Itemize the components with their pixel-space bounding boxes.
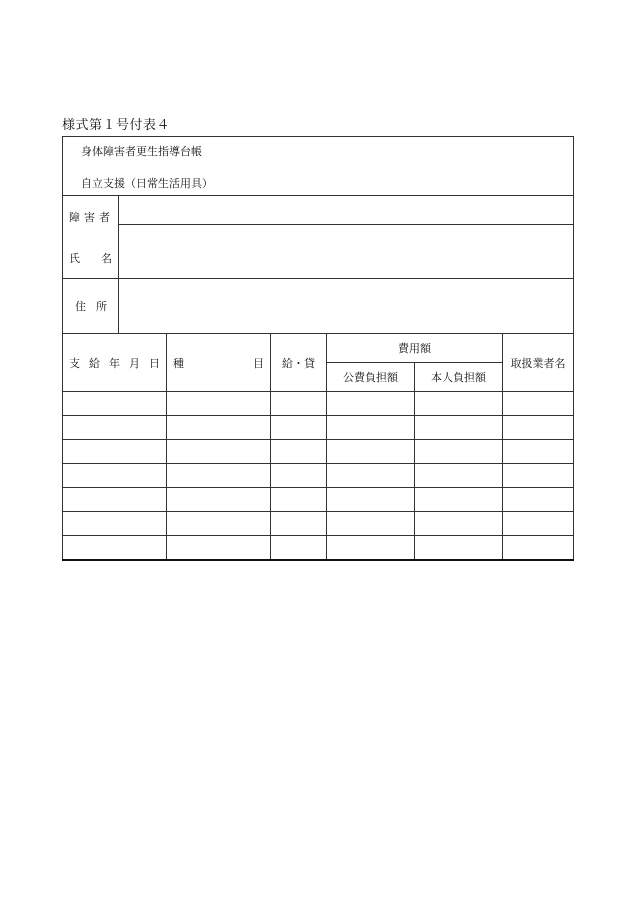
table-cell[interactable] [415,440,503,464]
ledger-form [62,136,574,561]
table-cell[interactable] [503,464,574,488]
col-date-char: 支 [69,356,80,370]
name-label-right: 名 [101,251,112,265]
table-cell[interactable] [327,416,415,440]
table-cell[interactable] [327,464,415,488]
table-cell[interactable] [167,440,271,464]
table-cell[interactable] [63,392,167,416]
col-self-header: 本人負担額 [415,363,503,392]
col-date-char: 給 [89,356,100,370]
name-label-left: 氏 [69,251,80,265]
form-number: 様式第１号付表４ [62,118,171,133]
table-cell[interactable] [327,440,415,464]
col-date-header [63,334,167,392]
person-section [62,195,574,334]
table-cell[interactable] [503,392,574,416]
form-subtitle: 自立支援（日常生活用具） [81,177,213,190]
table-cell[interactable] [503,488,574,512]
address-label-right: 所 [96,300,107,313]
table-cell[interactable] [327,488,415,512]
col-date-char: 日 [149,356,160,370]
table-cell[interactable] [63,488,167,512]
col-type-header [167,334,271,392]
col-cost-header: 費用額 [327,334,503,363]
name-label-cell [63,196,119,279]
table-row [63,512,574,536]
table-cell[interactable] [271,536,327,560]
form-title: 身体障害者更生指導台帳 [81,145,202,158]
table-cell[interactable] [415,488,503,512]
table-cell[interactable] [415,512,503,536]
col-public-header: 公費負担額 [327,363,415,392]
table-row [63,536,574,560]
form-header [62,136,574,195]
table-cell[interactable] [327,392,415,416]
table-row [63,416,574,440]
table-cell[interactable] [503,440,574,464]
furigana-field[interactable] [119,196,574,225]
table-cell[interactable] [167,536,271,560]
table-cell[interactable] [271,440,327,464]
col-type-left: 種 [173,356,184,370]
table-cell[interactable] [63,416,167,440]
table-cell[interactable] [271,488,327,512]
table-cell[interactable] [167,512,271,536]
table-cell[interactable] [271,464,327,488]
table-cell[interactable] [63,464,167,488]
supply-table [62,333,574,560]
table-cell[interactable] [503,536,574,560]
address-label-left: 住 [75,300,86,313]
table-row [63,440,574,464]
table-cell[interactable] [271,512,327,536]
name-label-top: 障害者 [69,210,114,224]
bottom-rule [62,559,574,561]
table-cell[interactable] [327,536,415,560]
table-cell[interactable] [63,536,167,560]
table-cell[interactable] [327,512,415,536]
col-date-char: 年 [109,356,120,370]
address-label-cell [63,279,119,334]
table-cell[interactable] [63,440,167,464]
col-supply-header: 給・貸 [271,334,327,392]
table-cell[interactable] [167,416,271,440]
address-field[interactable] [119,279,574,334]
name-field[interactable] [119,225,574,279]
table-cell[interactable] [415,392,503,416]
table-cell[interactable] [271,416,327,440]
table-cell[interactable] [415,416,503,440]
table-row [63,488,574,512]
col-date-char: 月 [129,356,140,370]
table-cell[interactable] [503,416,574,440]
table-cell[interactable] [167,392,271,416]
table-row [63,464,574,488]
table-cell[interactable] [271,392,327,416]
table-cell[interactable] [63,512,167,536]
table-cell[interactable] [167,488,271,512]
col-type-right: 目 [253,356,264,370]
table-cell[interactable] [415,536,503,560]
table-cell[interactable] [167,464,271,488]
table-cell[interactable] [415,464,503,488]
table-cell[interactable] [503,512,574,536]
col-vendor-header: 取扱業者名 [503,334,574,392]
table-row [63,392,574,416]
